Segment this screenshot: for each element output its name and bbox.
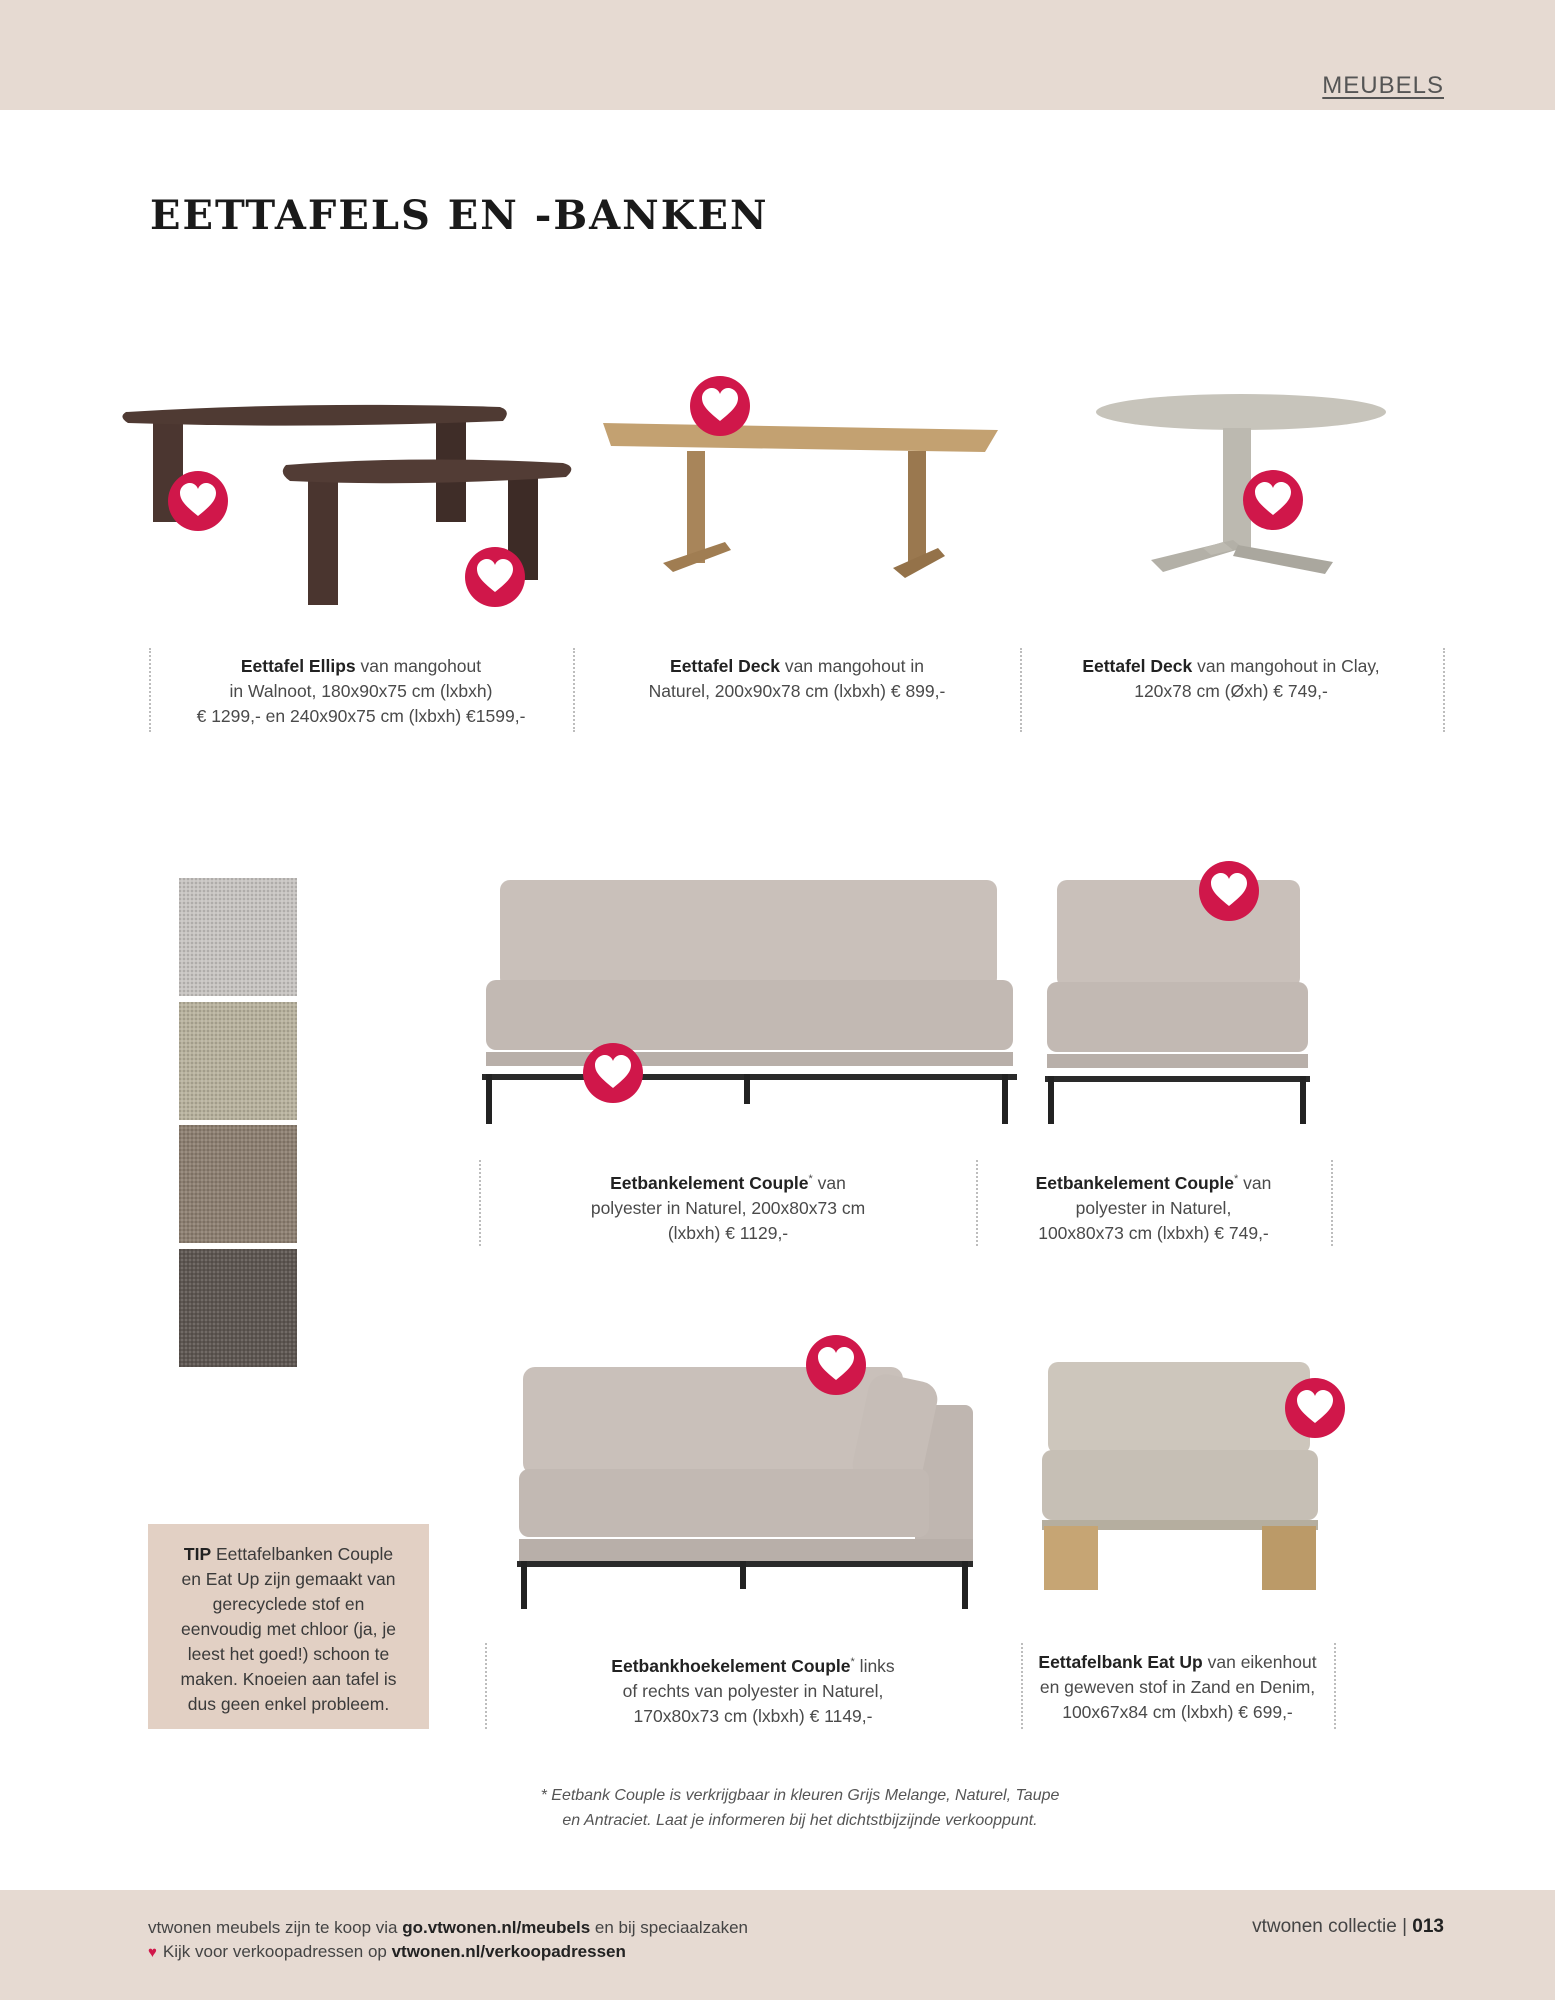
product-caption: Eetbankelement Couple* van polyester in Naturel, 100x80x73 cm (lxbxh) € 749,- bbox=[1035, 1172, 1272, 1243]
product-image-couple-corner bbox=[515, 1365, 975, 1615]
caption-divider bbox=[573, 648, 575, 732]
page-number-value: 013 bbox=[1412, 1916, 1444, 1937]
page-number: vtwonen collectie | 013 bbox=[1252, 1916, 1444, 1937]
footer-link-meubels[interactable]: go.vtwonen.nl/meubels bbox=[402, 1918, 591, 1937]
brand-label: vtwonen collectie bbox=[1252, 1916, 1397, 1937]
product-image-couple-bench-100 bbox=[1045, 878, 1310, 1128]
heart-icon[interactable] bbox=[464, 546, 526, 608]
page-title: EETTAFELS EN -BANKEN bbox=[150, 192, 769, 239]
footnote: * Eetbank Couple is verkrijgbaar in kleuren Grijs Melange, Naturel, Taupe en Antraciet. Laat je informeren bij het dichtstbijzijnde verkooppunt. bbox=[540, 1787, 1060, 1829]
fabric-swatch-antraciet bbox=[179, 1249, 297, 1367]
product-name: Eettafel Deck bbox=[670, 656, 780, 676]
product-name: Eettafelbank Eat Up bbox=[1038, 1652, 1203, 1672]
footer-link-verkoopadressen[interactable]: vtwonen.nl/verkoopadressen bbox=[391, 1942, 626, 1961]
caption-divider bbox=[1331, 1160, 1333, 1246]
product-name: Eetbankelement Couple bbox=[1035, 1172, 1235, 1193]
product-image-couple-bench-200 bbox=[482, 876, 1017, 1126]
caption-divider bbox=[1443, 648, 1445, 732]
caption-divider bbox=[149, 648, 151, 732]
heart-icon[interactable] bbox=[167, 470, 229, 532]
product-name: Eettafel Ellips bbox=[240, 656, 356, 676]
product-name: Eettafel Deck bbox=[1082, 656, 1193, 676]
product-caption: Eetbankhoekelement Couple* links of rechts van polyester in Naturel, 170x80x73 cm (lxbxh) € 1149,- bbox=[611, 1655, 895, 1726]
caption-divider bbox=[479, 1160, 481, 1246]
footer-info: vtwonen meubels zijn te koop via go.vtwonen.nl/meubels en bij speciaalzaken ♥ Kijk voor verkoopadressen op vtwonen.nl/verkoopadressen bbox=[148, 1918, 748, 1961]
product-image-eat-up-bench bbox=[1040, 1360, 1320, 1595]
heart-icon[interactable] bbox=[689, 375, 751, 437]
heart-icon[interactable] bbox=[1242, 469, 1304, 531]
heart-icon[interactable] bbox=[1198, 860, 1260, 922]
caption-divider bbox=[1020, 648, 1022, 732]
product-name: Eetbankelement Couple bbox=[610, 1172, 809, 1193]
product-name: Eetbankhoekelement Couple bbox=[611, 1655, 851, 1676]
product-caption: Eettafel Deck van mangohout in Clay, 120x78 cm (Øxh) € 749,- bbox=[1082, 656, 1380, 701]
caption-divider bbox=[1334, 1643, 1336, 1729]
tip-box bbox=[148, 1524, 429, 1729]
heart-icon[interactable] bbox=[582, 1042, 644, 1104]
fabric-swatch-grijs-melange bbox=[179, 878, 297, 996]
tip-label: TIP bbox=[183, 1544, 212, 1564]
product-caption: Eettafel Ellips van mangohout in Walnoot, 180x90x75 cm (lxbxh) € 1299,- en 240x90x75 cm (lxbxh) €1599,- bbox=[196, 656, 526, 726]
product-caption: Eettafel Deck van mangohout in Naturel, 200x90x78 cm (lxbxh) € 899,- bbox=[648, 656, 946, 701]
section-label[interactable]: MEUBELS bbox=[1322, 72, 1444, 99]
caption-divider bbox=[485, 1643, 487, 1729]
heart-icon[interactable] bbox=[805, 1334, 867, 1396]
product-caption: Eettafelbank Eat Up van eikenhout en geweven stof in Zand en Denim, 100x67x84 cm (lxbxh) € 699,- bbox=[1038, 1652, 1317, 1722]
heart-icon: ♥ bbox=[148, 1944, 157, 1961]
heart-icon[interactable] bbox=[1284, 1377, 1346, 1439]
product-image-deck-table bbox=[603, 420, 1003, 590]
fabric-swatch-naturel bbox=[179, 1002, 297, 1120]
fabric-swatch-taupe bbox=[179, 1125, 297, 1243]
caption-divider bbox=[1021, 1643, 1023, 1729]
tip-text: Eettafelbanken Couple en Eat Up zijn gemaakt van gerecyclede stof en eenvoudig met chloor (ja, je leest het goed!) schoon te maken. Knoeien aan tafel is dus geen enkel probleem. bbox=[180, 1544, 397, 1714]
product-caption: Eetbankelement Couple* van polyester in Naturel, 200x80x73 cm (lxbxh) € 1129,- bbox=[590, 1172, 866, 1243]
caption-divider bbox=[976, 1160, 978, 1246]
